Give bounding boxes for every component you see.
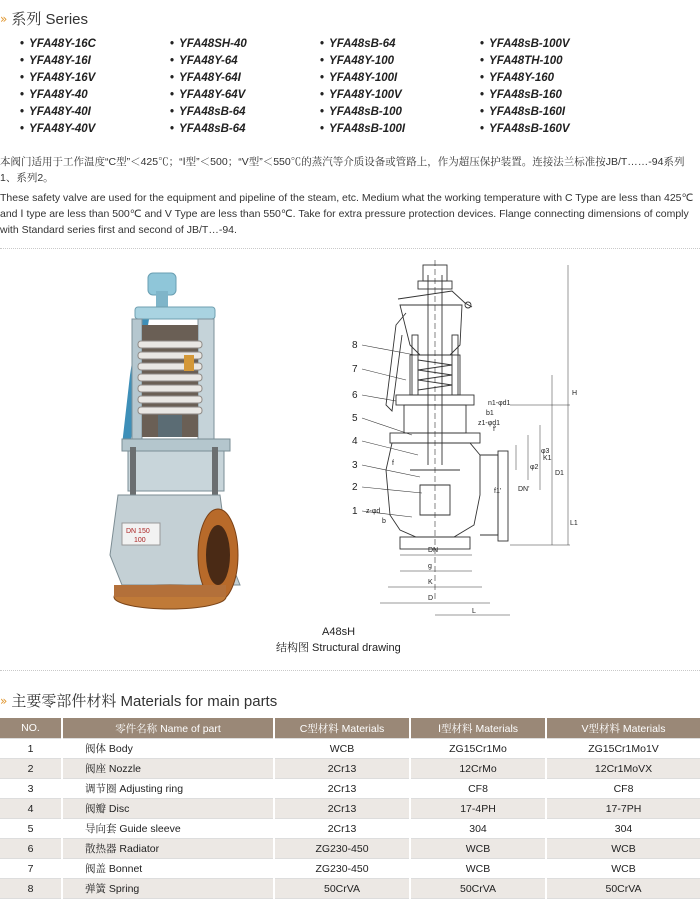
bullet-icon: • xyxy=(320,72,325,84)
cell-part-name: 导向套 Guide sleeve xyxy=(62,819,274,839)
series-item xyxy=(320,106,480,123)
series-item xyxy=(20,38,170,55)
bullet-icon: • xyxy=(170,106,175,118)
bullet-icon: • xyxy=(320,89,325,101)
cell-v-material: 50CrVA xyxy=(546,879,700,899)
cell-c-material: 2Cr13 xyxy=(274,779,410,799)
cell-v-material: ZG15Cr1Mo1V xyxy=(546,739,700,759)
bullet-icon: • xyxy=(320,55,325,67)
series-item xyxy=(20,89,170,106)
valve-illustration xyxy=(100,255,600,655)
cell-c-material: 50CrVA xyxy=(274,879,410,899)
divider xyxy=(0,670,700,671)
bullet-icon: • xyxy=(480,55,485,67)
cell-v-material: CF8 xyxy=(546,779,700,799)
cell-v-material: WCB xyxy=(546,839,700,859)
dimension-label: K xyxy=(428,579,433,586)
bullet-icon: • xyxy=(480,106,485,118)
series-item xyxy=(480,72,640,89)
header-i-type: Ⅰ型材料 Materials xyxy=(410,718,546,739)
bullet-icon: • xyxy=(170,38,175,50)
part-number-label: 3 xyxy=(352,460,358,471)
bullet-icon: • xyxy=(20,55,25,67)
series-item xyxy=(320,89,480,106)
bullet-icon: • xyxy=(20,72,25,84)
series-item xyxy=(320,55,480,72)
header-no: NO. xyxy=(0,718,62,739)
series-model: YFA48Y-40V xyxy=(29,123,96,135)
series-item xyxy=(20,106,170,123)
bullet-icon: • xyxy=(320,106,325,118)
series-item xyxy=(20,123,170,140)
part-number-label: 4 xyxy=(352,436,358,447)
cell-part-name: 调节圈 Adjusting ring xyxy=(62,779,274,799)
cell-no: 1 xyxy=(0,739,62,759)
description-en: These safety valve are used for the equipment and pipeline of the steam, etc. Medium what the working temperature with C Type are less than 425℃ and Ⅰ type are less than 500℃ and V Type are less than 550℃. Take for extra pressure protection devices. Flange connecting dimensions of comply with Standard series first and second of JB/T…-94. xyxy=(0,192,694,236)
table-row xyxy=(0,739,700,759)
series-list xyxy=(20,38,680,140)
series-item xyxy=(480,123,640,140)
header-v-type: V型材料 Materials xyxy=(546,718,700,739)
cell-i-material: CF8 xyxy=(410,779,546,799)
series-item xyxy=(480,38,640,55)
cell-part-name: 阀座 Nozzle xyxy=(62,759,274,779)
series-model: YFA48sB-100I xyxy=(329,123,406,135)
cell-part-name: 阀体 Body xyxy=(62,739,274,759)
cell-part-name: 散热器 Radiator xyxy=(62,839,274,859)
series-model: YFA48sB-100 xyxy=(329,106,402,118)
cell-no: 6 xyxy=(0,839,62,859)
series-model: YFA48sB-100V xyxy=(489,38,570,50)
table-row xyxy=(0,819,700,839)
cell-i-material: WCB xyxy=(410,839,546,859)
dimension-label: f xyxy=(392,460,394,467)
series-item xyxy=(20,55,170,72)
series-item xyxy=(320,38,480,55)
cell-c-material: ZG230-450 xyxy=(274,859,410,879)
series-item xyxy=(20,72,170,89)
description-cn: 本阀门适用于工作温度“C型”＜425℃；“Ⅰ型”＜500；“V型”＜550℃的蒸汽等介质设备或管路上，作为超压保护装置。连接法兰标准按JB/T……-94系列1、系列2。 xyxy=(0,156,685,184)
bullet-icon: • xyxy=(480,123,485,135)
series-item xyxy=(170,89,320,106)
series-model: YFA48Y-64I xyxy=(179,72,241,84)
series-item xyxy=(170,123,320,140)
nameplate-sub: 100 xyxy=(134,537,146,544)
part-number-label: 2 xyxy=(352,482,358,493)
valve-figure xyxy=(100,255,600,655)
series-heading xyxy=(0,8,88,29)
bullet-icon: • xyxy=(320,38,325,50)
cell-part-name: 阀盖 Bonnet xyxy=(62,859,274,879)
divider xyxy=(0,248,700,249)
series-model: YFA48sB-160V xyxy=(489,123,570,135)
series-item xyxy=(320,72,480,89)
cell-part-name: 弹簧 Spring xyxy=(62,879,274,899)
part-number-label: 1 xyxy=(352,506,358,517)
series-model: YFA48Y-64 xyxy=(179,55,238,67)
cell-v-material: 17-7PH xyxy=(546,799,700,819)
figure-caption-model: A48sH xyxy=(322,626,356,638)
series-model: YFA48sB-64 xyxy=(179,106,246,118)
series-model: YFA48sB-64 xyxy=(329,38,396,50)
dimension-label: L1 xyxy=(570,520,578,527)
series-model: YFA48sB-160I xyxy=(489,106,566,118)
series-item xyxy=(480,89,640,106)
dimension-label: DN' xyxy=(518,486,530,493)
cell-c-material: 2Cr13 xyxy=(274,799,410,819)
series-item xyxy=(170,72,320,89)
materials-heading xyxy=(0,690,277,711)
series-model: YFA48Y-40I xyxy=(29,106,91,118)
table-row xyxy=(0,879,700,899)
series-item xyxy=(480,55,640,72)
nameplate-text: DN 150 xyxy=(126,528,150,535)
dimension-label: n1-φd1 xyxy=(488,400,511,407)
part-number-labels xyxy=(352,340,358,517)
cell-i-material: WCB xyxy=(410,859,546,879)
series-model: YFA48Y-64V xyxy=(179,89,246,101)
table-row xyxy=(0,839,700,859)
series-item xyxy=(480,106,640,123)
header-part: 零件名称 Name of part xyxy=(62,718,274,739)
series-model: YFA48Y-16I xyxy=(29,55,91,67)
cell-no: 3 xyxy=(0,779,62,799)
cell-part-name: 阀瓣 Disc xyxy=(62,799,274,819)
bullet-icon: • xyxy=(20,89,25,101)
cell-no: 7 xyxy=(0,859,62,879)
bullet-icon: • xyxy=(170,89,175,101)
dimension-label: D1 xyxy=(555,470,564,477)
chevron-icon: » xyxy=(0,11,6,26)
cell-no: 4 xyxy=(0,799,62,819)
bullet-icon: • xyxy=(480,72,485,84)
figure-caption: 结构图 Structural drawing xyxy=(276,642,401,654)
cell-no: 5 xyxy=(0,819,62,839)
table-row xyxy=(0,799,700,819)
series-item xyxy=(170,55,320,72)
table-header-row xyxy=(0,718,700,739)
cell-c-material: WCB xyxy=(274,739,410,759)
series-model: YFA48sB-64 xyxy=(179,123,246,135)
series-model: YFA48TH-100 xyxy=(489,55,563,67)
bullet-icon: • xyxy=(480,89,485,101)
part-number-label: 7 xyxy=(352,364,358,375)
series-model: YFA48Y-16C xyxy=(29,38,96,50)
dimension-label: D xyxy=(428,595,434,602)
table-row xyxy=(0,759,700,779)
bullet-icon: • xyxy=(20,106,25,118)
cell-i-material: 50CrVA xyxy=(410,879,546,899)
dimension-label: z1-φd1 xyxy=(478,420,501,427)
series-item xyxy=(170,106,320,123)
bullet-icon: • xyxy=(170,55,175,67)
dimension-label: L xyxy=(472,608,476,615)
series-model: YFA48Y-160 xyxy=(489,72,555,84)
cell-v-material: 12Cr1MoVX xyxy=(546,759,700,779)
cell-i-material: 12CrMo xyxy=(410,759,546,779)
bullet-icon: • xyxy=(20,123,25,135)
dimension-labels xyxy=(366,390,578,615)
part-number-label: 6 xyxy=(352,390,358,401)
series-model: YFA48sB-160 xyxy=(489,89,562,101)
cell-no: 2 xyxy=(0,759,62,779)
cell-i-material: 17-4PH xyxy=(410,799,546,819)
cell-c-material: 2Cr13 xyxy=(274,819,410,839)
dimension-label: b xyxy=(382,518,386,525)
series-model: YFA48SH-40 xyxy=(179,38,247,50)
cell-c-material: 2Cr13 xyxy=(274,759,410,779)
series-item xyxy=(320,123,480,140)
bullet-icon: • xyxy=(480,38,485,50)
cell-v-material: WCB xyxy=(546,859,700,879)
cell-i-material: ZG15Cr1Mo xyxy=(410,739,546,759)
dimension-label: H xyxy=(572,390,578,397)
cell-c-material: ZG230-450 xyxy=(274,839,410,859)
series-model: YFA48Y-100V xyxy=(329,89,402,101)
series-model: YFA48Y-100 xyxy=(329,55,395,67)
materials-title: 主要零部件材料 Materials for main parts xyxy=(11,693,278,710)
table-row xyxy=(0,859,700,879)
dimension-label: f' xyxy=(493,426,497,433)
series-item xyxy=(170,38,320,55)
dimension-label: K1 xyxy=(543,455,552,462)
materials-table xyxy=(0,718,700,899)
series-model: YFA48Y-40 xyxy=(29,89,88,101)
dimension-label: z-φd xyxy=(366,508,381,515)
dimension-label: f1' xyxy=(494,488,502,495)
part-number-label: 8 xyxy=(352,340,358,351)
dimension-label: b1 xyxy=(486,410,494,417)
valve-photo xyxy=(110,273,240,609)
table-row xyxy=(0,779,700,799)
cell-v-material: 304 xyxy=(546,819,700,839)
series-model: YFA48Y-16V xyxy=(29,72,96,84)
cell-no: 8 xyxy=(0,879,62,899)
header-c-type: C型材料 Materials xyxy=(274,718,410,739)
part-number-label: 5 xyxy=(352,413,358,424)
bullet-icon: • xyxy=(170,123,175,135)
dimension-label: φ3 xyxy=(541,448,550,455)
cell-i-material: 304 xyxy=(410,819,546,839)
series-title: 系列 Series xyxy=(11,11,89,28)
bullet-icon: • xyxy=(170,72,175,84)
chevron-icon: » xyxy=(0,693,6,708)
bullet-icon: • xyxy=(320,123,325,135)
series-model: YFA48Y-100I xyxy=(329,72,398,84)
structural-drawing xyxy=(362,260,570,615)
bullet-icon: • xyxy=(20,38,25,50)
dimension-label: φ2 xyxy=(530,464,539,471)
dimension-label: g xyxy=(428,563,432,570)
dimension-label: DN xyxy=(428,547,439,554)
